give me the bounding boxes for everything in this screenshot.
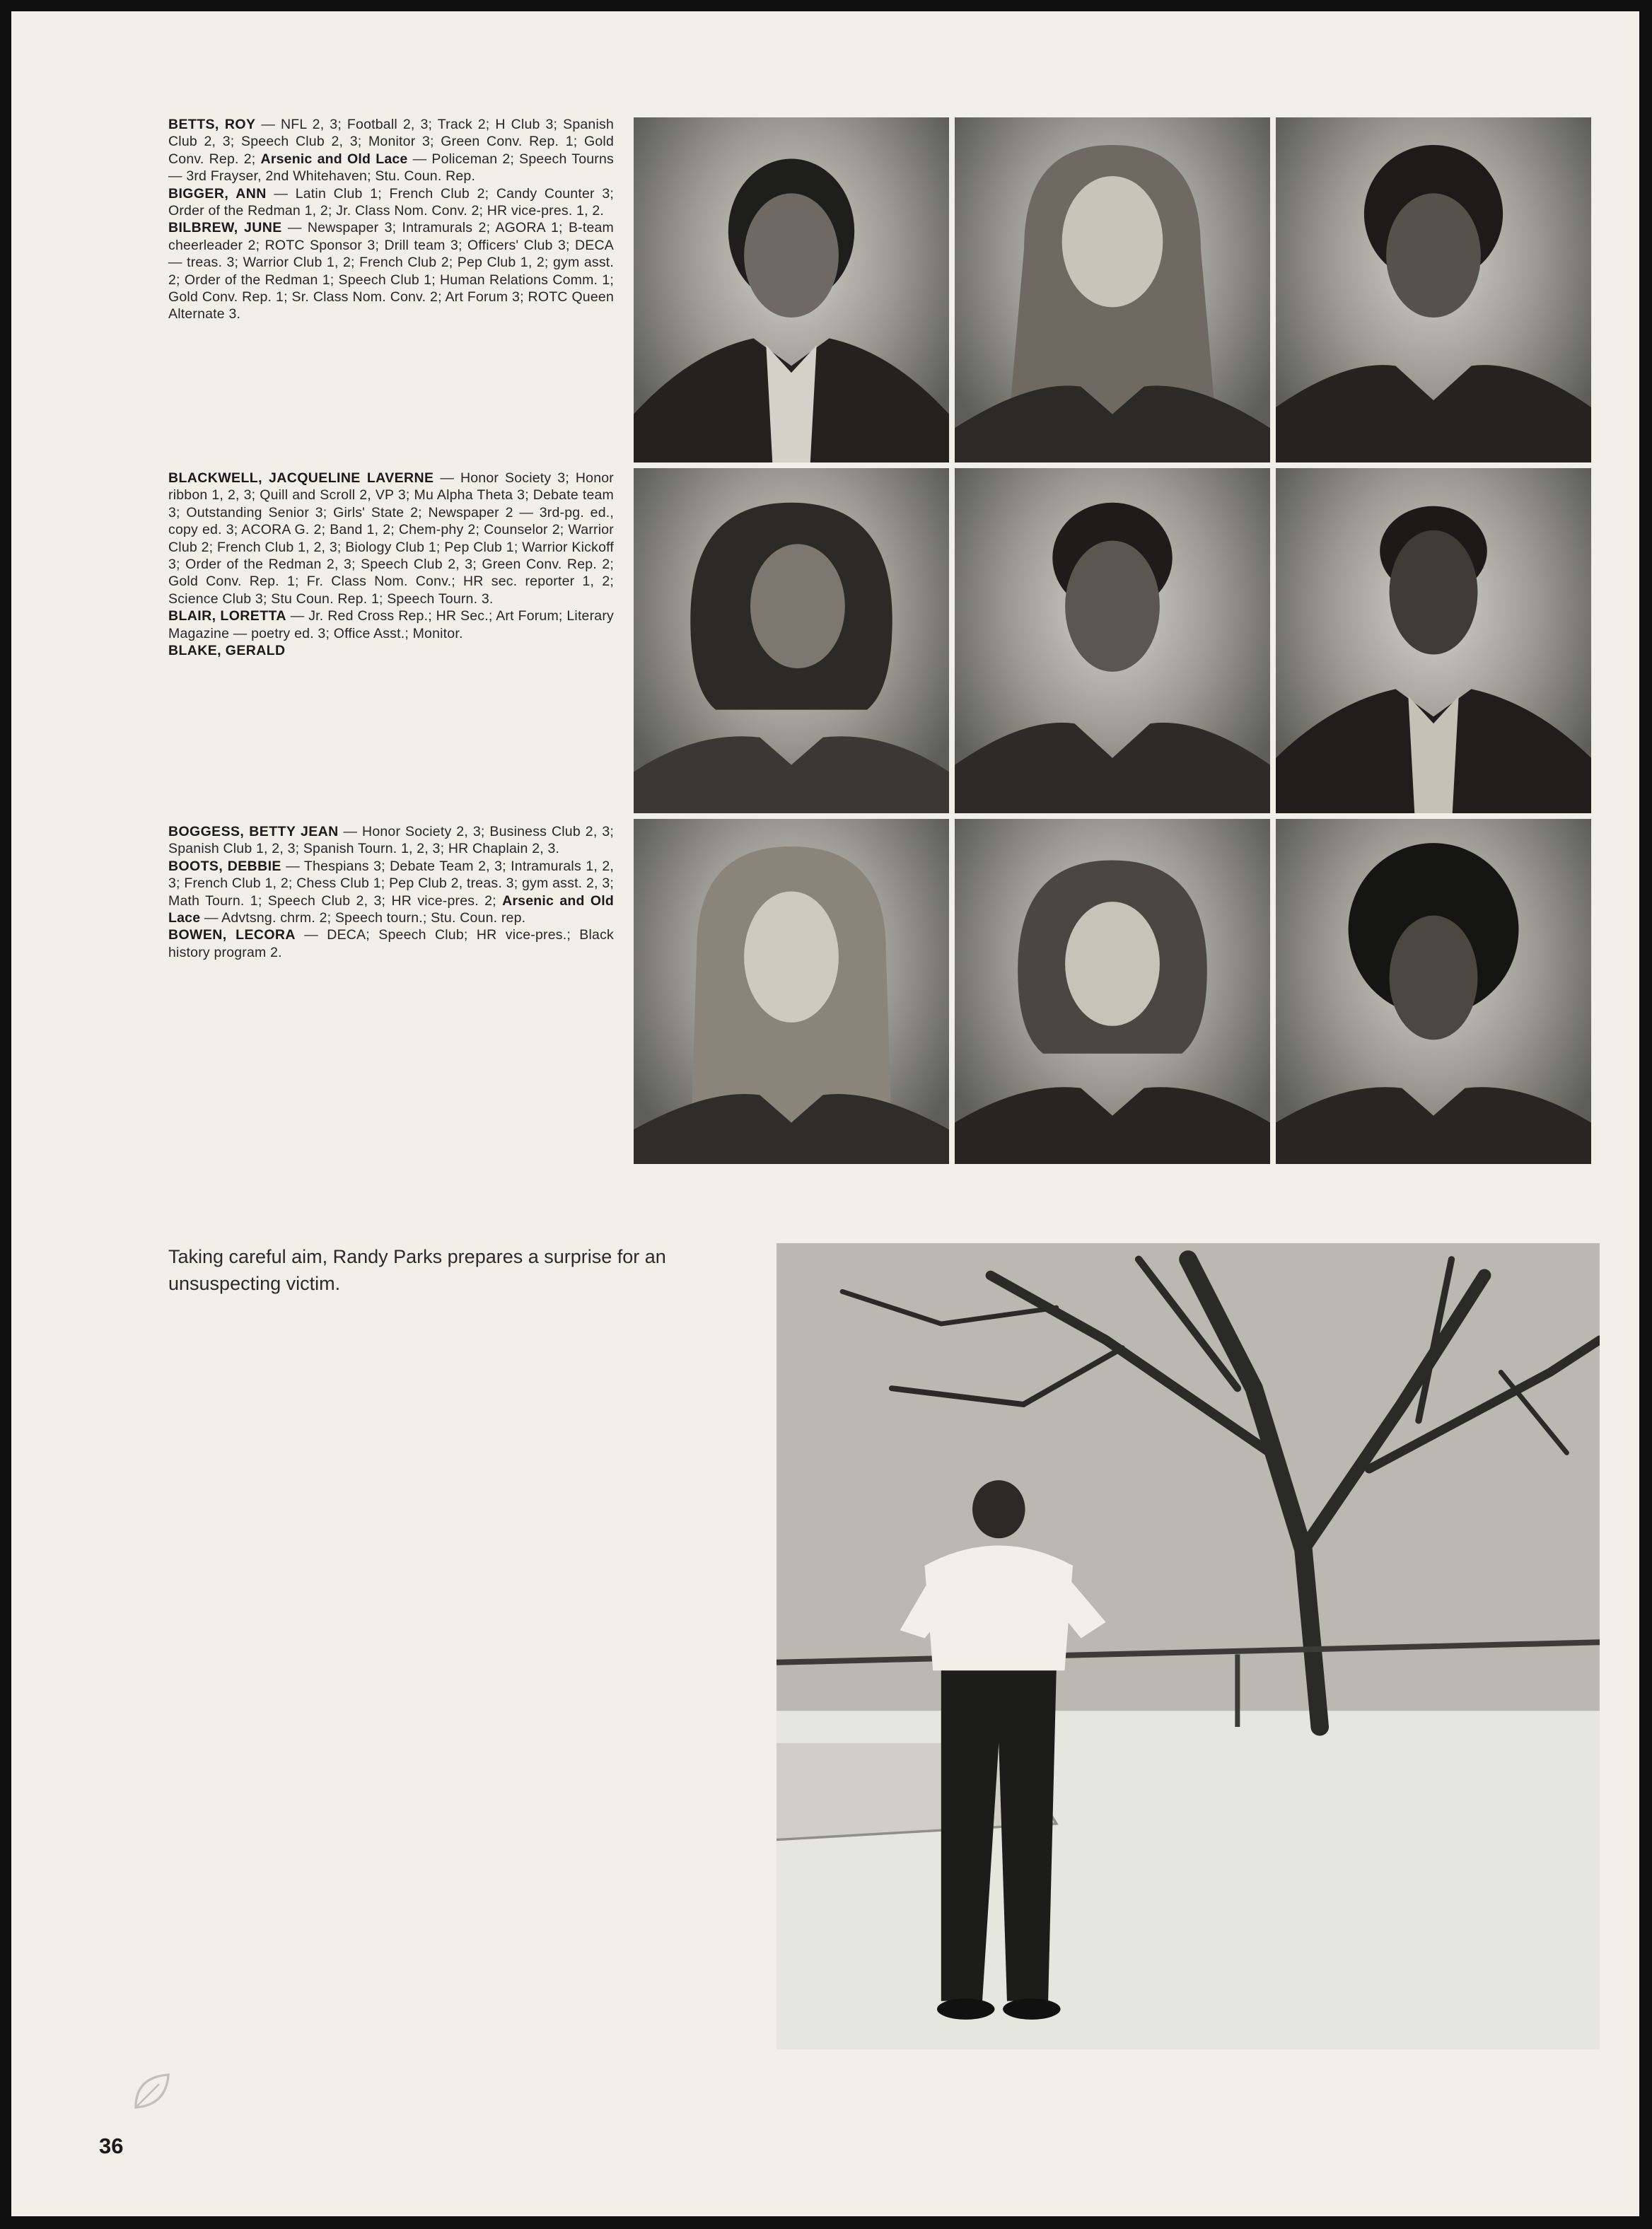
portrait-bowen-lecora	[1276, 819, 1591, 1164]
portrait-blake-gerald	[1276, 468, 1591, 813]
student-name: BLACKWELL, JACQUELINE LAVERNE	[168, 470, 434, 486]
activities-text: — Jr. Red Cross Rep.; HR Sec.; Art Forum; Literary Magazine — poetry ed. 3; Office Asst.; Monitor.	[168, 608, 614, 641]
student-name: BETTS, ROY	[168, 117, 256, 132]
student-entry	[168, 185, 614, 220]
leaf-icon	[129, 2068, 175, 2114]
activities-text: — Latin Club 1; French Club 2; Candy Counter 3; Order of the Redman 1, 2; Jr. Class Nom. Conv. 2; HR vice-pres. 1, 2.	[168, 185, 614, 219]
page-number: 36	[99, 2134, 124, 2158]
play-title: Arsenic and Old Lace	[260, 151, 408, 167]
activities-text: — Policeman 2; Speech Tourns — 3rd Frayser, 2nd Whitehaven; Stu. Coun. Rep.	[168, 151, 614, 185]
bio-block-2	[168, 470, 614, 659]
bio-block-1	[168, 116, 614, 323]
student-entry	[168, 116, 614, 185]
portrait-boots-debbie	[955, 819, 1270, 1164]
activities-text: — Newspaper 3; Intramurals 2; AGORA 1; B-team cheerleader 2; ROTC Sponsor 3; Drill team 3; Officers' Club 3; DECA — treas. 3; Warrior Club 1, 2; French Club 2; Pep Club 1, 2; gym asst. 2; Order of the Redman 1; Speech Club 1; Human Relations Comm. 1; Gold Conv. Rep. 1; Sr. Class Nom. Conv. 2; Art Forum 3; ROTC Queen Alternate 3.	[168, 220, 614, 322]
student-name: BOWEN, LECORA	[168, 927, 296, 943]
candid-photo	[776, 1243, 1600, 2049]
student-entry	[168, 823, 614, 858]
portrait-boggess-betty-jean	[634, 819, 949, 1164]
activities-text: — NFL 2, 3; Football 2, 3; Track 2; H Club 3; Spanish Club 2, 3; Speech Club 2, 3; Monitor 3; Green Conv. Rep. 1; Gold Conv. Rep. 2;	[168, 117, 614, 167]
activities-text: — Honor Society 2, 3; Business Club 2, 3; Spanish Club 1, 2, 3; Spanish Tourn. 1, 2, 3; HR Chaplain 2, 3.	[168, 824, 614, 857]
portrait-blair-loretta	[955, 468, 1270, 813]
student-name: BLAIR, LORETTA	[168, 608, 286, 624]
bio-block-3	[168, 823, 614, 961]
student-name: BLAKE, GERALD	[168, 643, 286, 659]
student-entry	[168, 470, 614, 607]
play-title: Arsenic and Old Lace	[168, 892, 614, 926]
portrait-betts-roy	[634, 117, 949, 462]
student-entry	[168, 607, 614, 642]
student-name: BIGGER, ANN	[168, 185, 267, 202]
activities-text: — Honor Society 3; Honor ribbon 1, 2, 3; Quill and Scroll 2, VP 3; Mu Alpha Theta 3; Debate team 3; Outstanding Senior 3; Girls' State 2; Newspaper 2 — 3rd-pg. ed., copy ed. 3; ACORA G. 2; Band 1, 2; Chem-phy 2; Counselor 2; Warrior Club 2; French Club 1, 2, 3; Biology Club 1; Pep Club 1; Warrior Kickoff 3; Order of the Redman 2, 3; Speech Club 2, 3; Green Conv. Rep. 2; Gold Conv. Rep. 1; Fr. Class Nom. Conv.; HR sec. reporter 1, 2; Science Club 3; Stu Coun. Rep. 1; Speech Tourn. 3.	[168, 470, 614, 607]
portrait-bigger-ann	[955, 117, 1270, 462]
student-name: BILBREW, JUNE	[168, 220, 282, 236]
activities-text: — DECA; Speech Club; HR vice-pres.; Black history program 2.	[168, 927, 614, 960]
student-entry	[168, 219, 614, 322]
student-entry	[168, 858, 614, 927]
student-name: BOGGESS, BETTY JEAN	[168, 824, 339, 839]
portrait-blackwell-jacqueline	[634, 468, 949, 813]
student-entry	[168, 926, 614, 961]
activities-text: — Advtsng. chrm. 2; Speech tourn.; Stu. Coun. rep.	[200, 910, 526, 926]
student-name: BOOTS, DEBBIE	[168, 858, 281, 874]
activities-text: — Thespians 3; Debate Team 2, 3; Intramurals 1, 2, 3; French Club 1, 2; Chess Club 1; Pep Club 2, treas. 3; gym asst. 2, 3; Math Tourn. 1; Speech Club 2, 3; HR vice-pres. 2;	[168, 858, 614, 909]
student-entry	[168, 642, 614, 659]
portrait-bilbrew-june	[1276, 117, 1591, 462]
yearbook-page	[11, 11, 1639, 2216]
photo-caption: Taking careful aim, Randy Parks prepares a surprise for an unsuspecting victim.	[168, 1246, 666, 1294]
